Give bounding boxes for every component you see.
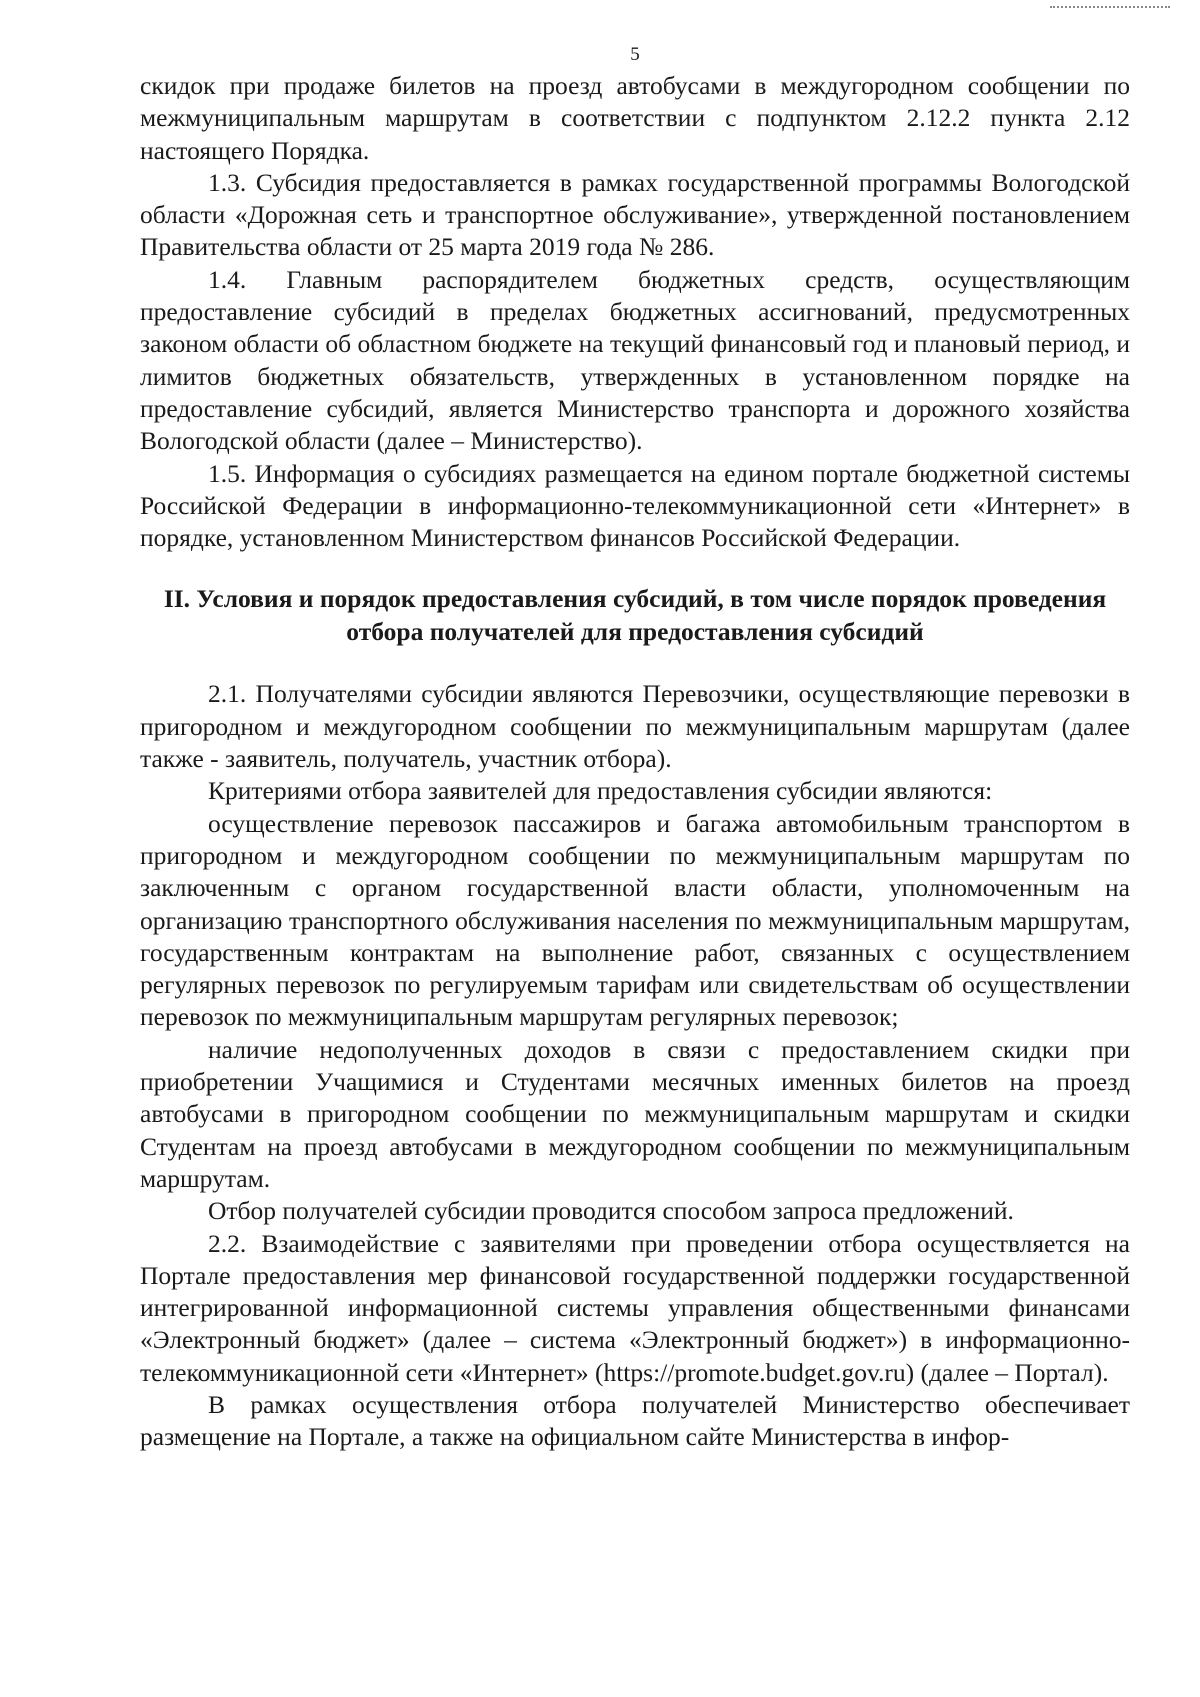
- paragraph-2-1: 2.1. Получателями субсидии являются Перевозчики, осуществляющие перевозки в пригородном и междугородном сообщении по межмуниципальным маршрутам (далее также - заявитель, получатель, участник отбора).: [140, 679, 1130, 774]
- paragraph-1-5: 1.5. Информация о субсидиях размещается на едином портале бюджетной системы Российской Федерации в информационно-телекоммуникационной сети «Интернет» в порядке, установленном Министерством финансов Российской Федерации.: [140, 458, 1130, 553]
- paragraph-selection-method: Отбор получателей субсидии проводится способом запроса предложений.: [208, 1196, 1014, 1226]
- paragraph-ministry-duties: В рамках осуществления отбора получателей Министерство обеспечивает размещение на Портале, а также на официальном сайте Министерства в инфор-: [140, 1389, 1130, 1452]
- paragraph-2-2: 2.2. Взаимодействие с заявителями при проведении отбора осуществляется на Портале предоставления мер финансовой государственной поддержки государственной интегрированной информационной системы управления общественными финансами «Электронный бюджет» (далее – система «Электронный бюджет») в информационно-телекоммуникационной сети «Интернет» (https://promote.budget.gov.ru) (далее – Портал).: [140, 1228, 1130, 1387]
- paragraph-criteria-intro: Критериями отбора заявителей для предоставления субсидии являются:: [208, 776, 993, 806]
- section-heading: II. Условия и порядок предоставления субсидий, в том числе порядок проведения отбора получателей для предоставления субсидий: [163, 584, 1107, 647]
- paragraph-criterion-1: осуществление перевозок пассажиров и багажа автомобильным транспортом в пригородном и междугородном сообщении по межмуниципальным маршрутам по заключенным с органом государственной власти области, уполномоченным на организацию транспортного обслуживания населения по межмуниципальным маршрутам, государственным контрактам на выполнение работ, связанных с осуществлением регулярных перевозок по регулируемым тарифам или свидетельствам об осуществлении перевозок по межмуниципальным маршрутам регулярных перевозок;: [140, 808, 1130, 1032]
- paragraph-1-4: 1.4. Главным распорядителем бюджетных средств, осуществляющим предоставление субсидий в пределах бюджетных ассигнований, предусмотренных законом области об областном бюджете на текущий финансовый год и плановый период, и лимитов бюджетных обязательств, утвержденных в установленном порядке на предоставление субсидий, является Министерство транспорта и дорожного хозяйства Вологодской области (далее – Министерство).: [140, 264, 1130, 456]
- paragraph-continuation: скидок при продаже билетов на проезд автобусами в междугородном сообщении по межмуниципальным маршрутам в соответствии с подпунктом 2.12.2 пункта 2.12 настоящего Порядка.: [140, 71, 1130, 165]
- paragraph-1-3: 1.3. Субсидия предоставляется в рамках государственной программы Вологодской области «Дорожная сеть и транспортное обслуживание», утвержденной постановлением Правительства области от 25 марта 2019 года № 286.: [140, 167, 1130, 262]
- paragraph-criterion-2: наличие недополученных доходов в связи с предоставлением скидки при приобретении Учащимися и Студентами месячных именных билетов на проезд автобусами в пригородном сообщении по межмуниципальным маршрутам и скидки Студентам на проезд автобусами в междугородном сообщении по межмуниципальным маршрутам.: [140, 1034, 1130, 1193]
- page-number: 5: [630, 44, 640, 65]
- document-page: [140, 40, 1130, 1454]
- scan-edge-mark: [1050, 0, 1170, 8]
